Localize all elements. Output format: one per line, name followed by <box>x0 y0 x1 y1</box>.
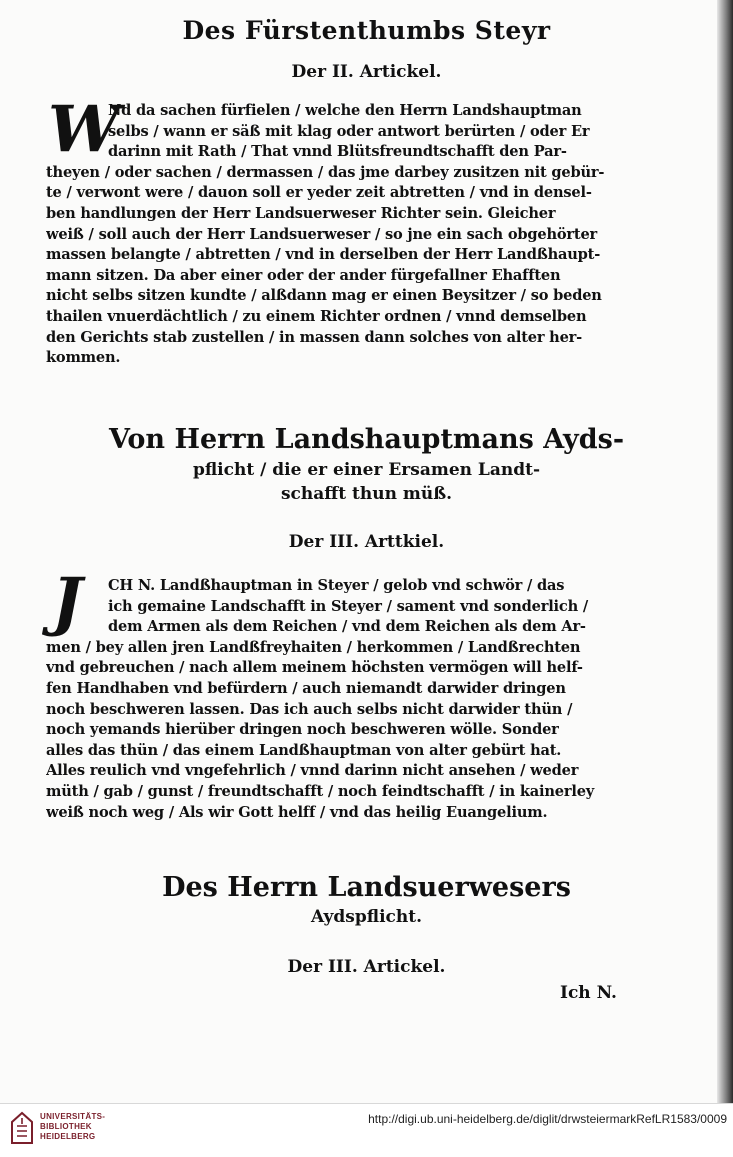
text-line: alles das thün / das einem Landßhauptman von alter gebürt hat. <box>46 741 562 759</box>
article-2-dropcap: W <box>48 92 120 167</box>
article-3-text <box>46 576 644 823</box>
text-line: theyen / oder sachen / dermassen / das jme darbey zusitzen nit gebür- <box>46 163 605 181</box>
university-logo-text[interactable] <box>40 1112 105 1142</box>
text-line: selbs / wann er säß mit klag oder antwort berürten / oder Er <box>108 122 590 140</box>
catchword: Ich N. <box>560 983 617 1003</box>
text-line: massen belangte / abtretten / vnd in derselben der Herr Landßhaupt- <box>46 246 601 264</box>
article-4-heading: Der III. Artickel. <box>287 957 446 977</box>
running-head: Des Fürstenthumbs Steyr <box>182 16 551 45</box>
logo-text-line: BIBLIOTHEK <box>40 1122 92 1131</box>
oath-title-line-2: pflicht / die er einer Ersamen Landt- <box>192 460 541 480</box>
text-line: men / bey allen jren Landßfreyhaiten / herkommen / Landßrechten <box>46 638 581 656</box>
text-line: müth / gab / gunst / freundtschafft / noch feindtschafft / in kainerley <box>46 782 595 800</box>
text-line: den Gerichts stab zustellen / in massen dann solches von alter her- <box>46 328 583 346</box>
university-seal-icon <box>8 1110 36 1146</box>
vice-oath-title-line-1: Des Herrn Landsuerwesers <box>162 872 571 903</box>
logo-text-line: UNIVERSITÄTS- <box>40 1112 106 1121</box>
text-line: Alles reulich vnd vngefehrlich / vnnd darinn nicht ansehen / weder <box>46 762 579 780</box>
text-line: noch beschweren lassen. Das ich auch selbs nicht darwider thün / <box>46 700 573 718</box>
logo-text-line: HEIDELBERG <box>40 1132 96 1141</box>
text-line: nicht selbs sitzen kundte / alßdann mag er einen Beysitzer / so beden <box>46 287 602 305</box>
text-line: Nd da sachen fürfielen / welche den Herrn Landshauptman <box>108 102 582 119</box>
text-line: ich gemaine Landschafft in Steyer / sament vnd sonderlich / <box>108 597 588 615</box>
article-2-text <box>46 101 644 369</box>
text-line: thailen vnuerdächtlich / zu einem Richter ordnen / vnnd demselben <box>46 307 587 325</box>
article-2-heading: Der II. Artickel. <box>291 62 442 82</box>
text-line: darinn mit Rath / That vnnd Blütsfreundtschafft den Par- <box>108 143 567 161</box>
vice-oath-title-line-2: Aydspflicht. <box>310 907 423 927</box>
text-line: kommen. <box>46 349 121 367</box>
article-3-heading: Der III. Arttkiel. <box>288 532 445 552</box>
text-line: CH N. Landßhauptman in Steyer / gelob vnd schwör / das <box>108 577 565 594</box>
text-line: ben handlungen der Herr Landsuerweser Richter sein. Gleicher <box>46 204 556 222</box>
article-3-dropcap: J <box>52 564 83 639</box>
text-line: vnd gebreuchen / nach allem meinem höchsten vermögen will helf- <box>46 659 583 677</box>
text-line: noch yemands hierüber dringen noch beschweren wölle. Sonder <box>46 721 559 739</box>
text-line: te / verwont were / dauon soll er yeder zeit abtretten / vnd in densel- <box>46 184 592 202</box>
text-line: mann sitzen. Da aber einer oder der ander fürgefallner Ehafften <box>46 266 561 284</box>
oath-title-line-3: schafft thun müß. <box>280 484 453 504</box>
text-line: fen Handhaben vnd befürdern / auch niemandt darwider dringen <box>46 679 566 697</box>
page-url-link[interactable]: http://digi.ub.uni-heidelberg.de/diglit/drwsteiermarkRefLR1583/0009 <box>368 1112 727 1126</box>
text-line: dem Armen als dem Reichen / vnd dem Reichen als dem Ar- <box>108 618 586 636</box>
text-line: weiß noch weg / Als wir Gott helff / vnd das heilig Euangelium. <box>46 803 548 821</box>
oath-title-line-1: Von Herrn Landshauptmans Ayds- <box>108 424 625 455</box>
text-line: weiß / soll auch der Herr Landsuerweser / so jne ein sach obgehörter <box>46 225 598 243</box>
